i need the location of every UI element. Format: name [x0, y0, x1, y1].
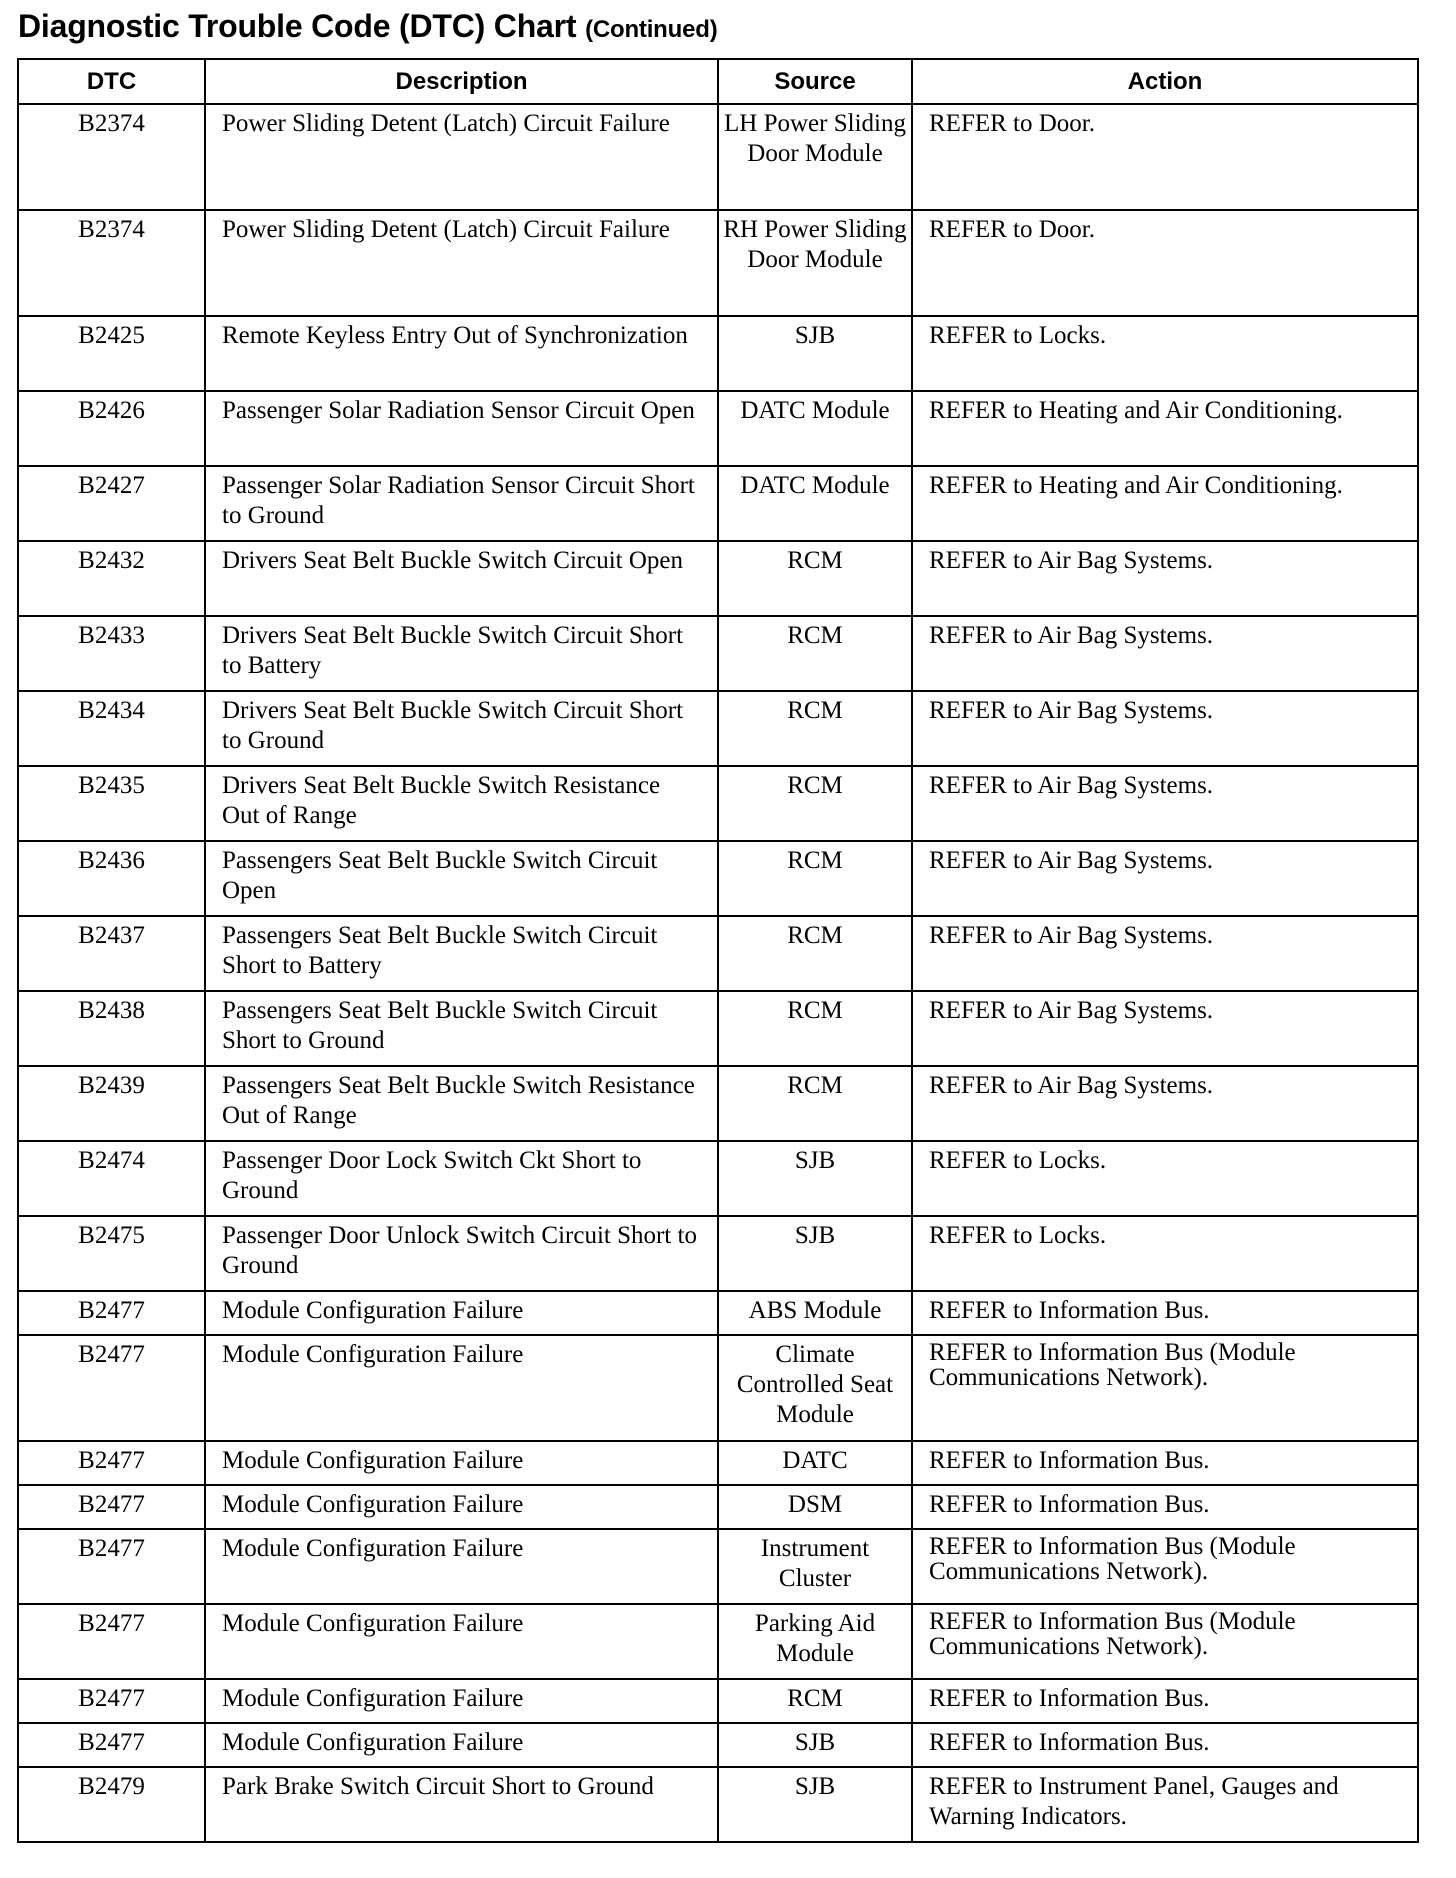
source-cell: RCM	[718, 616, 912, 691]
table-row	[18, 1141, 1418, 1216]
table-row	[18, 104, 1418, 210]
source-cell: DATC Module	[718, 391, 912, 466]
dtc-code-cell: B2477	[18, 1723, 205, 1767]
description-cell: Module Configuration Failure	[205, 1723, 718, 1767]
source-cell: Instrument Cluster	[718, 1529, 912, 1604]
source-cell: LH Power Sliding Door Module	[718, 104, 912, 210]
dtc-code-cell: B2479	[18, 1767, 205, 1842]
dtc-code-cell: B2433	[18, 616, 205, 691]
table-row	[18, 1767, 1418, 1842]
description-cell: Drivers Seat Belt Buckle Switch Circuit Open	[205, 541, 718, 616]
description-cell: Passengers Seat Belt Buckle Switch Circuit Short to Ground	[205, 991, 718, 1066]
column-header-action: Action	[912, 59, 1418, 104]
source-cell: RCM	[718, 841, 912, 916]
action-cell: REFER to Information Bus.	[912, 1441, 1418, 1485]
source-cell: RCM	[718, 541, 912, 616]
dtc-code-cell: B2374	[18, 210, 205, 316]
action-cell: REFER to Door.	[912, 210, 1418, 316]
source-cell: Climate Controlled Seat Module	[718, 1335, 912, 1441]
description-cell: Drivers Seat Belt Buckle Switch Resistance Out of Range	[205, 766, 718, 841]
description-cell: Passengers Seat Belt Buckle Switch Resistance Out of Range	[205, 1066, 718, 1141]
table-row	[18, 1485, 1418, 1529]
table-header-row	[18, 59, 1418, 104]
action-cell: REFER to Air Bag Systems.	[912, 616, 1418, 691]
table-row	[18, 1679, 1418, 1723]
action-cell: REFER to Information Bus.	[912, 1485, 1418, 1529]
dtc-code-cell: B2477	[18, 1679, 205, 1723]
table-row	[18, 1604, 1418, 1679]
description-cell: Module Configuration Failure	[205, 1441, 718, 1485]
action-cell: REFER to Locks.	[912, 1216, 1418, 1291]
description-cell: Passengers Seat Belt Buckle Switch Circuit Short to Battery	[205, 916, 718, 991]
column-header-description: Description	[205, 59, 718, 104]
action-cell: REFER to Air Bag Systems.	[912, 691, 1418, 766]
source-cell: SJB	[718, 1141, 912, 1216]
table-row	[18, 541, 1418, 616]
action-cell: REFER to Air Bag Systems.	[912, 991, 1418, 1066]
dtc-code-cell: B2432	[18, 541, 205, 616]
dtc-code-cell: B2477	[18, 1291, 205, 1335]
source-cell: SJB	[718, 1767, 912, 1842]
action-cell: REFER to Air Bag Systems.	[912, 841, 1418, 916]
action-cell: REFER to Information Bus.	[912, 1679, 1418, 1723]
dtc-code-cell: B2477	[18, 1604, 205, 1679]
dtc-code-cell: B2439	[18, 1066, 205, 1141]
dtc-code-cell: B2436	[18, 841, 205, 916]
table-row	[18, 616, 1418, 691]
table-body	[18, 104, 1418, 1842]
source-cell: SJB	[718, 1723, 912, 1767]
description-cell: Module Configuration Failure	[205, 1604, 718, 1679]
table-row	[18, 1216, 1418, 1291]
table-row	[18, 466, 1418, 541]
description-cell: Passenger Door Lock Switch Ckt Short to Ground	[205, 1141, 718, 1216]
table-row	[18, 1066, 1418, 1141]
action-cell: REFER to Information Bus.	[912, 1291, 1418, 1335]
dtc-code-cell: B2427	[18, 466, 205, 541]
page-title-suffix: (Continued)	[585, 16, 718, 43]
source-cell: DATC	[718, 1441, 912, 1485]
table-row	[18, 316, 1418, 391]
action-cell: REFER to Information Bus.	[912, 1723, 1418, 1767]
dtc-code-cell: B2426	[18, 391, 205, 466]
column-header-source: Source	[718, 59, 912, 104]
description-cell: Module Configuration Failure	[205, 1529, 718, 1604]
dtc-code-cell: B2434	[18, 691, 205, 766]
action-cell: REFER to Locks.	[912, 1141, 1418, 1216]
dtc-code-cell: B2477	[18, 1485, 205, 1529]
action-cell: REFER to Heating and Air Conditioning.	[912, 466, 1418, 541]
action-cell: REFER to Door.	[912, 104, 1418, 210]
action-cell: REFER to Air Bag Systems.	[912, 1066, 1418, 1141]
action-cell: REFER to Information Bus (Module Communications Network).	[912, 1604, 1418, 1679]
dtc-code-cell: B2435	[18, 766, 205, 841]
action-cell: REFER to Instrument Panel, Gauges and Warning Indicators.	[912, 1767, 1418, 1842]
description-cell: Module Configuration Failure	[205, 1679, 718, 1723]
description-cell: Passenger Door Unlock Switch Circuit Short to Ground	[205, 1216, 718, 1291]
table-row	[18, 991, 1418, 1066]
description-cell: Passenger Solar Radiation Sensor Circuit Open	[205, 391, 718, 466]
table-row	[18, 1291, 1418, 1335]
action-cell: REFER to Air Bag Systems.	[912, 916, 1418, 991]
dtc-code-cell: B2425	[18, 316, 205, 391]
table-row	[18, 391, 1418, 466]
action-cell: REFER to Information Bus (Module Communications Network).	[912, 1529, 1418, 1604]
source-cell: Parking Aid Module	[718, 1604, 912, 1679]
page-title-main: Diagnostic Trouble Code (DTC) Chart	[18, 8, 577, 44]
dtc-code-cell: B2477	[18, 1441, 205, 1485]
source-cell: SJB	[718, 316, 912, 391]
description-cell: Park Brake Switch Circuit Short to Ground	[205, 1767, 718, 1842]
table-row	[18, 841, 1418, 916]
description-cell: Power Sliding Detent (Latch) Circuit Failure	[205, 104, 718, 210]
table-row	[18, 1723, 1418, 1767]
source-cell: ABS Module	[718, 1291, 912, 1335]
dtc-code-cell: B2374	[18, 104, 205, 210]
source-cell: RCM	[718, 691, 912, 766]
table-row	[18, 691, 1418, 766]
action-cell: REFER to Locks.	[912, 316, 1418, 391]
table-row	[18, 1335, 1418, 1441]
source-cell: RCM	[718, 916, 912, 991]
description-cell: Drivers Seat Belt Buckle Switch Circuit Short to Battery	[205, 616, 718, 691]
source-cell: DATC Module	[718, 466, 912, 541]
description-cell: Drivers Seat Belt Buckle Switch Circuit Short to Ground	[205, 691, 718, 766]
dtc-code-cell: B2475	[18, 1216, 205, 1291]
description-cell: Passengers Seat Belt Buckle Switch Circuit Open	[205, 841, 718, 916]
description-cell: Module Configuration Failure	[205, 1335, 718, 1441]
dtc-code-cell: B2437	[18, 916, 205, 991]
table-row	[18, 1529, 1418, 1604]
dtc-code-cell: B2477	[18, 1335, 205, 1441]
action-cell: REFER to Heating and Air Conditioning.	[912, 391, 1418, 466]
page-title	[18, 6, 718, 50]
source-cell: RCM	[718, 1066, 912, 1141]
description-cell: Module Configuration Failure	[205, 1485, 718, 1529]
table-row	[18, 1441, 1418, 1485]
dtc-code-cell: B2477	[18, 1529, 205, 1604]
table-row	[18, 916, 1418, 991]
action-cell: REFER to Air Bag Systems.	[912, 766, 1418, 841]
source-cell: RCM	[718, 991, 912, 1066]
action-cell: REFER to Air Bag Systems.	[912, 541, 1418, 616]
dtc-code-cell: B2438	[18, 991, 205, 1066]
source-cell: RCM	[718, 766, 912, 841]
description-cell: Module Configuration Failure	[205, 1291, 718, 1335]
source-cell: SJB	[718, 1216, 912, 1291]
action-cell: REFER to Information Bus (Module Communications Network).	[912, 1335, 1418, 1441]
description-cell: Power Sliding Detent (Latch) Circuit Failure	[205, 210, 718, 316]
dtc-table	[17, 58, 1419, 1843]
source-cell: RH Power Sliding Door Module	[718, 210, 912, 316]
source-cell: RCM	[718, 1679, 912, 1723]
description-cell: Remote Keyless Entry Out of Synchronization	[205, 316, 718, 391]
table-row	[18, 766, 1418, 841]
source-cell: DSM	[718, 1485, 912, 1529]
dtc-code-cell: B2474	[18, 1141, 205, 1216]
description-cell: Passenger Solar Radiation Sensor Circuit Short to Ground	[205, 466, 718, 541]
table-row	[18, 210, 1418, 316]
column-header-dtc: DTC	[18, 59, 205, 104]
